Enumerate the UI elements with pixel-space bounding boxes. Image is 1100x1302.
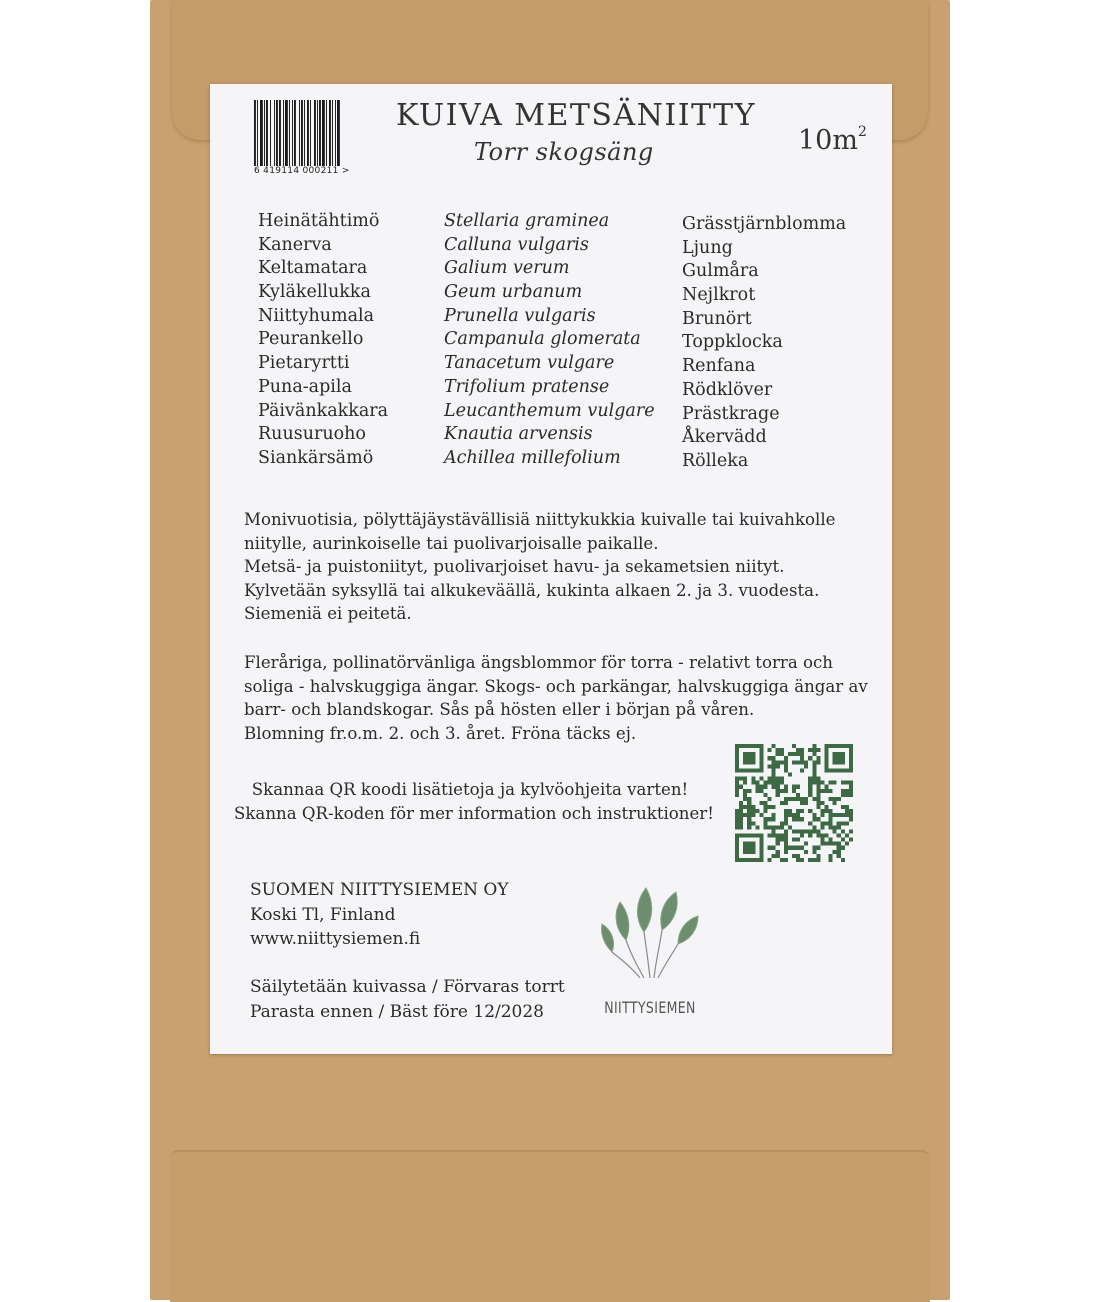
description-finnish (244, 508, 835, 626)
envelope-bottom-fold (170, 1150, 930, 1302)
species-swedish-item: Åkervädd (682, 427, 767, 448)
species-swedish-item: Renfana (682, 356, 756, 377)
species-finnish-item: Kanerva (258, 234, 332, 255)
species-latin-item: Galium verum (444, 258, 570, 279)
scan-instructions (234, 778, 714, 826)
species-finnish-item: Kyläkellukka (258, 282, 371, 303)
species-finnish-item: Heinätähtimö (258, 211, 380, 231)
description-line: Kylvetään syksyllä tai alkukeväällä, kukinta alkaen 2. ja 3. vuodesta. (244, 580, 820, 600)
brand-logo-text: NIITTYSIEMEN (604, 998, 696, 1017)
coverage-area-value: 10m (798, 125, 858, 156)
product-subtitle: Torr skogsäng (474, 138, 654, 166)
leaf-logo-icon (596, 880, 706, 980)
species-swedish-item: Gulmåra (682, 261, 759, 282)
species-finnish-item: Päivänkakkara (258, 400, 389, 421)
species-finnish-item: Siankärsämö (258, 447, 374, 468)
species-latin-item: Trifolium pratense (444, 376, 610, 397)
species-finnish-item: Keltamatara (258, 258, 368, 279)
species-finnish-list (258, 210, 388, 471)
product-title: KUIVA METSÄNIITTY (396, 98, 756, 133)
species-latin-item: Geum urbanum (444, 282, 583, 303)
company-location: Koski Tl, Finland (250, 904, 396, 925)
description-line: Metsä- ja puistoniityt, puolivarjoiset havu- ja sekametsien niityt. (244, 557, 785, 577)
species-swedish-item: Brunört (682, 308, 752, 329)
barcode-digits: 6 419114 000211 > (254, 166, 350, 176)
description-line: Siemeniä ei peitetä. (244, 604, 412, 624)
species-latin-item: Tanacetum vulgare (444, 353, 615, 374)
best-before: Parasta ennen / Bäst före 12/2028 (250, 1001, 544, 1022)
species-latin-item: Campanula glomerata (444, 329, 641, 350)
species-swedish-list (682, 213, 846, 474)
species-latin-item: Stellaria graminea (444, 211, 610, 231)
description-line: soliga - halvskuggiga ängar. Skogs- och parkängar, halvskuggiga ängar av (244, 676, 868, 696)
qr-code[interactable] (735, 744, 853, 862)
storage-info (250, 975, 565, 1024)
coverage-area (798, 124, 867, 156)
scan-text-finnish: Skannaa QR koodi lisätietoja ja kylvöohjeita varten! (251, 780, 689, 799)
company-website: www.niittysiemen.fi (250, 929, 421, 949)
species-finnish-item: Puna-apila (258, 376, 352, 397)
storage-instruction: Säilytetään kuivassa / Förvaras torrt (250, 977, 565, 997)
species-latin-list (444, 210, 655, 471)
species-swedish-item: Prästkrage (682, 403, 780, 424)
species-latin-item: Knautia arvensis (444, 424, 593, 445)
species-finnish-item: Niittyhumala (258, 305, 375, 326)
species-swedish-item: Rölleka (682, 450, 749, 471)
barcode (254, 100, 364, 166)
species-swedish-item: Nejlkrot (682, 285, 756, 306)
description-line: barr- och blandskogar. Sås på hösten eller i början på våren. (244, 700, 755, 720)
species-latin-item: Calluna vulgaris (444, 234, 589, 255)
species-swedish-item: Grässtjärnblomma (682, 214, 847, 234)
species-swedish-item: Rödklöver (682, 379, 773, 400)
species-swedish-item: Toppklocka (682, 332, 783, 353)
description-line: Fleråriga, pollinatörvänliga ängsblommor för torra - relativt torra och (244, 653, 833, 672)
species-latin-item: Achillea millefolium (444, 447, 621, 468)
species-finnish-item: Pietaryrtti (258, 353, 350, 374)
description-line: niitylle, aurinkoiselle tai puolivarjoisalle paikalle. (244, 533, 659, 553)
description-line: Blomning fr.o.m. 2. och 3. året. Fröna täcks ej. (244, 723, 637, 743)
species-latin-item: Leucanthemum vulgare (444, 400, 655, 421)
coverage-area-exponent: 2 (857, 124, 867, 140)
scan-text-swedish: Skanna QR-koden för mer information och instruktioner! (234, 804, 714, 823)
company-info (250, 878, 509, 952)
company-name: SUOMEN NIITTYSIEMEN OY (250, 880, 509, 900)
species-latin-item: Prunella vulgaris (444, 305, 596, 326)
species-finnish-item: Ruusuruoho (258, 424, 366, 445)
description-line: Monivuotisia, pölyttäjäystävällisiä niittykukkia kuivalle tai kuivahkolle (244, 510, 836, 529)
species-finnish-item: Peurankello (258, 329, 364, 350)
species-swedish-item: Ljung (682, 237, 733, 258)
description-swedish (244, 651, 868, 745)
